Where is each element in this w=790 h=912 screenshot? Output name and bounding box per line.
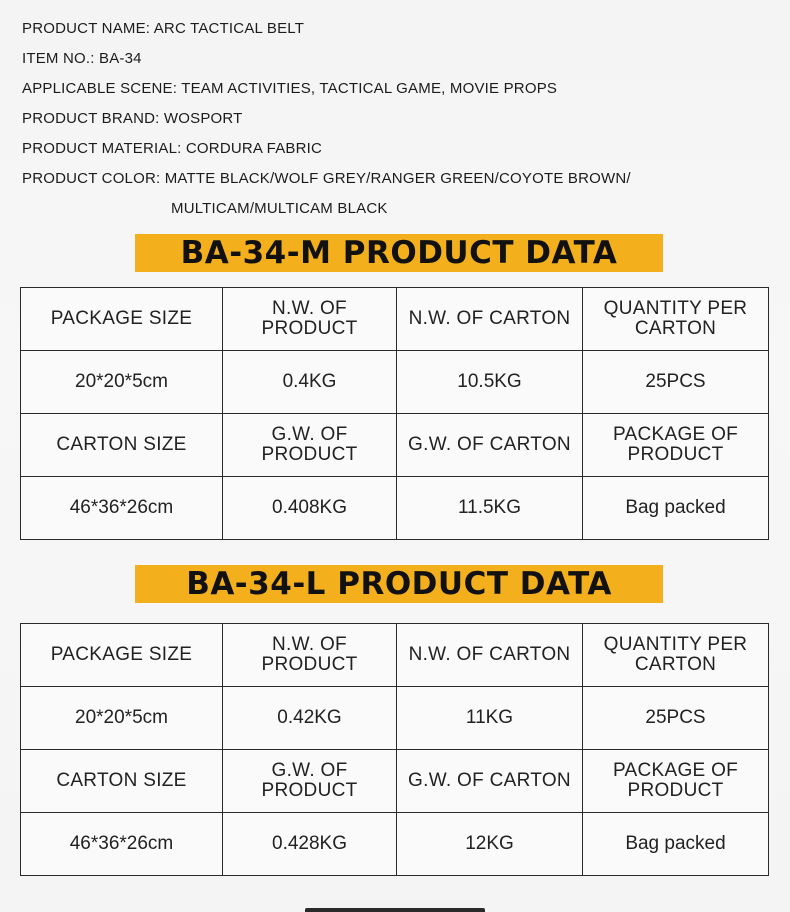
gw-product-value: 0.408KG <box>223 477 397 540</box>
table-row <box>21 414 769 477</box>
package-of-header: PACKAGE OF PRODUCT <box>583 750 769 813</box>
gw-carton-header: G.W. OF CARTON <box>397 414 583 477</box>
gw-carton-header: G.W. OF CARTON <box>397 750 583 813</box>
l-data-banner: BA-34-L PRODUCT DATA <box>135 565 663 603</box>
carton-size-value: 46*36*26cm <box>21 477 223 540</box>
product-info <box>22 18 631 228</box>
package-size-value: 20*20*5cm <box>21 351 223 414</box>
applicable-scene: APPLICABLE SCENE: TEAM ACTIVITIES, TACTICAL GAME, MOVIE PROPS <box>22 80 558 97</box>
nw-carton-header: N.W. OF CARTON <box>397 624 583 687</box>
product-color-continued: MULTICAM/MULTICAM BLACK <box>171 200 388 217</box>
gw-product-header: G.W. OF PRODUCT <box>223 750 397 813</box>
nw-product-header: N.W. OF PRODUCT <box>223 288 397 351</box>
table-row <box>21 750 769 813</box>
m-data-table <box>20 287 769 540</box>
nw-product-value: 0.42KG <box>223 687 397 750</box>
carton-size-header: CARTON SIZE <box>21 414 223 477</box>
table-row <box>21 687 769 750</box>
carton-size-value: 46*36*26cm <box>21 813 223 876</box>
nw-product-value: 0.4KG <box>223 351 397 414</box>
table-row <box>21 624 769 687</box>
carton-size-header: CARTON SIZE <box>21 750 223 813</box>
qty-carton-value: 25PCS <box>583 687 769 750</box>
package-of-value: Bag packed <box>583 813 769 876</box>
package-size-header: PACKAGE SIZE <box>21 288 223 351</box>
package-of-value: Bag packed <box>583 477 769 540</box>
table-row <box>21 477 769 540</box>
qty-carton-header: QUANTITY PER CARTON <box>583 624 769 687</box>
m-data-banner: BA-34-M PRODUCT DATA <box>135 234 663 272</box>
package-size-header: PACKAGE SIZE <box>21 624 223 687</box>
product-brand: PRODUCT BRAND: WOSPORT <box>22 110 243 127</box>
l-data-table <box>20 623 769 876</box>
package-size-value: 20*20*5cm <box>21 687 223 750</box>
qty-carton-value: 25PCS <box>583 351 769 414</box>
gw-product-header: G.W. OF PRODUCT <box>223 414 397 477</box>
item-number: ITEM NO.: BA-34 <box>22 50 142 67</box>
package-of-header: PACKAGE OF PRODUCT <box>583 414 769 477</box>
table-row <box>21 288 769 351</box>
product-name: PRODUCT NAME: ARC TACTICAL BELT <box>22 20 305 37</box>
table-row <box>21 813 769 876</box>
qty-carton-header: QUANTITY PER CARTON <box>583 288 769 351</box>
product-color: PRODUCT COLOR: MATTE BLACK/WOLF GREY/RANGER GREEN/COYOTE BROWN/ <box>22 170 631 187</box>
gw-product-value: 0.428KG <box>223 813 397 876</box>
nw-carton-header: N.W. OF CARTON <box>397 288 583 351</box>
table-row <box>21 351 769 414</box>
bottom-decoration-bar <box>305 908 485 912</box>
nw-product-header: N.W. OF PRODUCT <box>223 624 397 687</box>
gw-carton-value: 11.5KG <box>397 477 583 540</box>
product-material: PRODUCT MATERIAL: CORDURA FABRIC <box>22 140 323 157</box>
nw-carton-value: 11KG <box>397 687 583 750</box>
gw-carton-value: 12KG <box>397 813 583 876</box>
nw-carton-value: 10.5KG <box>397 351 583 414</box>
